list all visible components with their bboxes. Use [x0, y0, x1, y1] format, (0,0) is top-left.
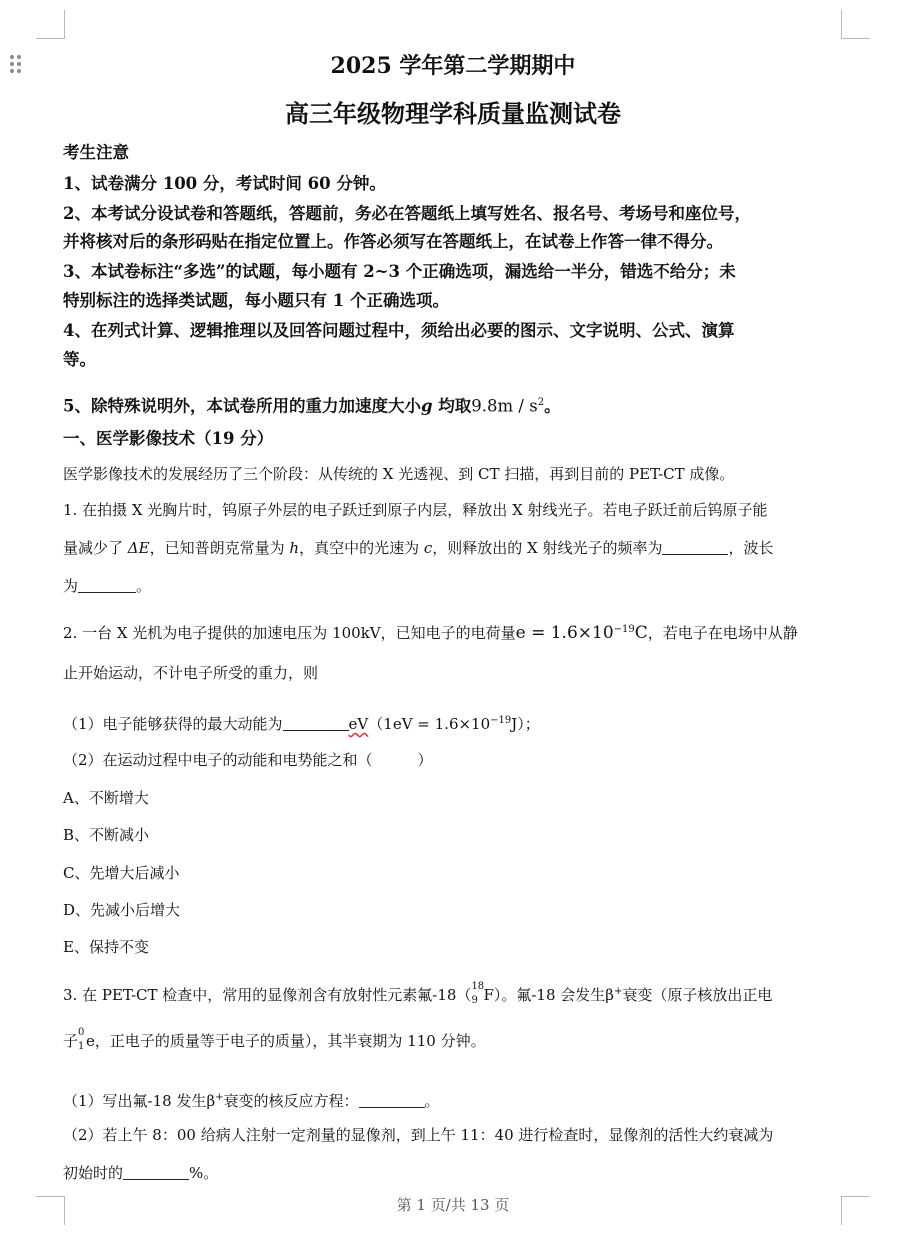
option-e: E、保持不变 [63, 938, 149, 956]
exam-title: 2025 学年第二学期期中 [330, 53, 576, 79]
nuclide-positron: 0 1 [78, 1027, 85, 1052]
notice-item: 等。 [63, 350, 96, 369]
question-1-text: 为 。 [63, 577, 152, 595]
option-a: A、不断增大 [63, 789, 149, 807]
question-1-text: 量减少了 ΔE，已知普朗克常量为 h，真空中的光速为 c，则释放出的 X 射线光子的频率为 ，波长 [63, 539, 774, 557]
notice-item: 并将核对后的条形码贴在指定位置上。作答必须写在答题纸上，在试卷上作答一律不得分。 [63, 232, 723, 251]
question-3-sub-2: （2）若上午 8：00 给病人注射一定剂量的显像剂，到上午 11：40 进行检查时，显像剂的活性大约衰减为 [63, 1126, 774, 1144]
answer-blank[interactable] [123, 1164, 189, 1180]
answer-blank[interactable] [283, 715, 349, 731]
notice-item: 5、除特殊说明外，本试卷所用的重力加速度大小g 均取$9.8m / s^2$。 [63, 396, 561, 416]
nuclide-fluorine: 18 9 [471, 981, 485, 1006]
answer-blank[interactable] [78, 577, 136, 593]
notice-item: 特别标注的选择类试题，每小题只有 1 个正确选项。 [63, 291, 449, 310]
question-2-sub-2: （2）在运动过程中电子的动能和电势能之和（ ） [63, 751, 433, 769]
notice-item: 1、试卷满分 100 分，考试时间 60 分钟。 [63, 174, 386, 193]
notice-item: 4、在列式计算、逻辑推理以及回答问题过程中，须给出必要的图示、文字说明、公式、演算 [63, 321, 735, 340]
notice-heading: 考生注意 [63, 143, 129, 162]
notice-item: 2、本考试分设试卷和答题纸，答题前，务必在答题纸上填写姓名、报名号、考场号和座位号， [63, 204, 751, 223]
section-intro: 医学影像技术的发展经历了三个阶段：从传统的 X 光透视、到 CT 扫描，再到目前的 PET-CT 成像。 [63, 465, 735, 483]
question-2-sub-1: （1）电子能够获得的最大动能为 $eV(1eV = 1.6\times 10^{-19}J)$； [63, 715, 540, 733]
answer-blank[interactable] [662, 539, 728, 555]
unit-ev: eV [348, 715, 369, 733]
question-2-text: 2. 一台 X 光机为电子提供的加速电压为 100kV，已知电子的电荷量$e = 1.6\times 10^{-19}C$，若电子在电场中从静 [63, 623, 798, 643]
gravity-value: 9.8m / s [471, 396, 538, 416]
answer-blank[interactable] [359, 1092, 425, 1108]
option-c: C、先增大后减小 [63, 864, 180, 882]
question-3-text: 子 0 1 e，正电子的质量等于电子的质量），其半衰期为 110 分钟。 [63, 1027, 486, 1052]
question-3-sub-1: （1）写出氟-18 发生β+衰变的核反应方程： 。 [63, 1092, 440, 1110]
page-number: 第 1 页/共 13 页 [396, 1196, 510, 1214]
notice-item: 3、本试卷标注“多选”的试题，每小题有 2~3 个正确选项，漏选给一半分，错选不给分；未 [63, 262, 736, 281]
question-2-text: 止开始运动，不计电子所受的重力，则 [63, 664, 319, 682]
question-3-sub-2: 初始时的 %。 [63, 1164, 219, 1182]
option-d: D、先减小后增大 [63, 901, 181, 919]
option-b: B、不断减小 [63, 826, 150, 844]
exam-subtitle: 高三年级物理学科质量监测试卷 [285, 99, 621, 128]
question-1-text: 1. 在拍摄 X 光胸片时，钨原子外层的电子跃迁到原子内层，释放出 X 射线光子。若电子跃迁前后钨原子能 [63, 501, 768, 519]
page-corner-mark [36, 10, 65, 39]
gravity-symbol: g [420, 396, 433, 416]
question-3-text: 3. 在 PET-CT 检查中，常用的显像剂含有放射性元素氟-18（ 18 9 F）。氟-18 会发生β+衰变（原子核放出正电 [63, 981, 773, 1006]
page-corner-mark [841, 10, 870, 39]
section-heading: 一、医学影像技术（19 分） [63, 429, 274, 448]
